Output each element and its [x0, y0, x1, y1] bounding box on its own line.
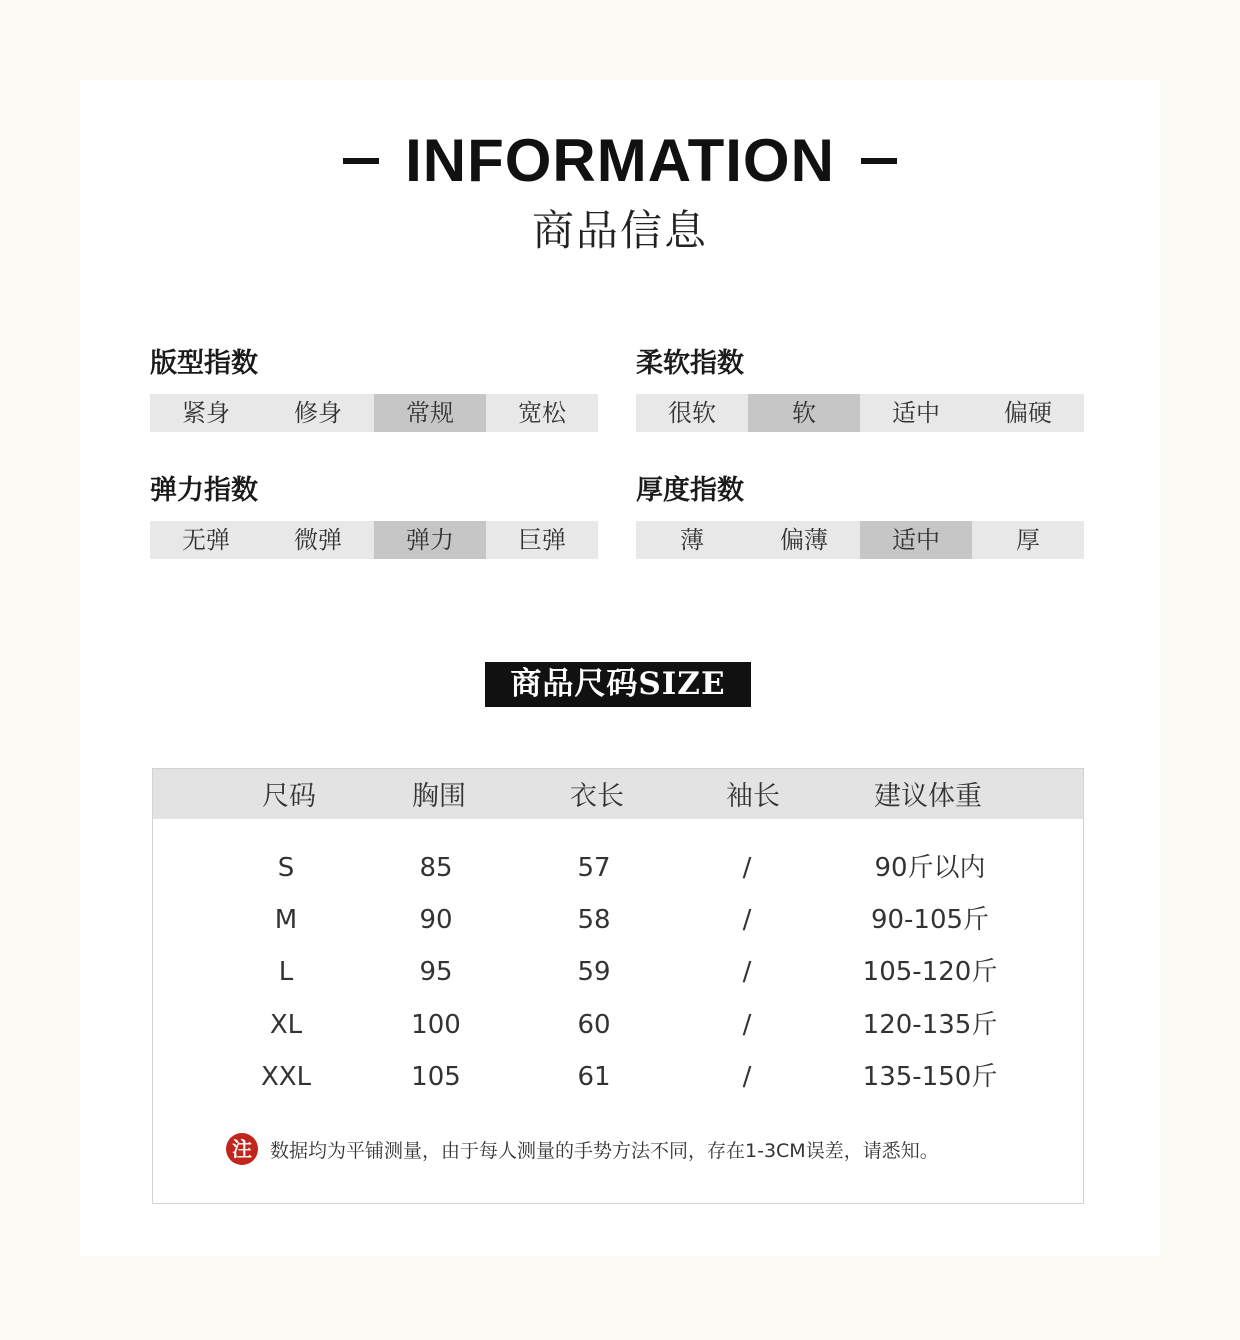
note-text: 数据均为平铺测量，由于每人测量的手势方法不同，存在1-3CM误差，请悉知。: [270, 1139, 939, 1162]
elasticity-option: 巨弹: [518, 526, 566, 554]
elasticity-option: 无弹: [182, 526, 230, 554]
elasticity-option: 微弹: [294, 526, 342, 554]
note-badge-icon: 注: [226, 1133, 258, 1165]
column-header-sleeve: 袖长: [726, 781, 780, 812]
softness-index-title: 柔软指数: [636, 348, 744, 379]
fit-option: 修身: [294, 399, 342, 427]
table-cell: 100: [411, 1010, 461, 1040]
table-cell: 95: [419, 957, 453, 987]
softness-option-selected: 软: [748, 394, 860, 432]
softness-option: 适中: [892, 399, 940, 427]
table-cell: 57: [577, 853, 611, 883]
column-header-length: 衣长: [570, 781, 624, 812]
table-cell: XXL: [260, 1062, 312, 1092]
fit-index-bar: [150, 394, 598, 432]
table-cell: L: [278, 957, 294, 987]
table-cell: /: [742, 1062, 752, 1092]
table-cell: 61: [577, 1062, 611, 1092]
table-cell: 90: [419, 905, 453, 935]
table-cell: 90斤以内: [874, 853, 986, 883]
elasticity-option-selected: 弹力: [374, 521, 486, 559]
fit-option: 宽松: [518, 399, 566, 427]
table-cell: /: [742, 905, 752, 935]
measurement-note: [226, 1132, 939, 1166]
thickness-option: 偏薄: [780, 526, 828, 554]
table-cell: S: [277, 853, 295, 883]
table-cell: 59: [577, 957, 611, 987]
thickness-index-title: 厚度指数: [636, 475, 744, 506]
elasticity-index-title: 弹力指数: [150, 475, 258, 506]
column-header-weight: 建议体重: [874, 781, 982, 812]
table-cell: 105-120斤: [862, 957, 998, 987]
table-cell: XL: [269, 1010, 303, 1040]
fit-index-title: 版型指数: [150, 348, 258, 379]
softness-index-bar: [636, 394, 1084, 432]
left-dash: [343, 158, 379, 164]
size-section-badge: 商品尺码SIZE: [485, 662, 751, 707]
info-subtitle: 商品信息: [531, 206, 708, 255]
table-cell: 120-135斤: [862, 1010, 998, 1040]
table-cell: 60: [577, 1010, 611, 1040]
table-cell: M: [274, 905, 298, 935]
info-heading: [0, 126, 1240, 196]
thickness-index-bar: [636, 521, 1084, 559]
info-heading-text: INFORMATION: [405, 127, 835, 194]
table-cell: /: [742, 957, 752, 987]
table-cell: /: [742, 853, 752, 883]
softness-option: 偏硬: [1004, 399, 1052, 427]
elasticity-index-bar: [150, 521, 598, 559]
column-header-size: 尺码: [262, 781, 316, 812]
table-cell: 135-150斤: [862, 1062, 998, 1092]
column-header-chest: 胸围: [412, 781, 466, 812]
table-cell: 90-105斤: [870, 905, 990, 935]
thickness-option-selected: 适中: [860, 521, 972, 559]
softness-option: 很软: [668, 399, 716, 427]
right-dash: [861, 158, 897, 164]
fit-option: 紧身: [182, 399, 230, 427]
table-cell: /: [742, 1010, 752, 1040]
table-cell: 58: [577, 905, 611, 935]
table-cell: 105: [411, 1062, 461, 1092]
size-table-header: [153, 769, 1083, 819]
table-cell: 85: [419, 853, 453, 883]
fit-option-selected: 常规: [374, 394, 486, 432]
thickness-option: 厚: [1016, 526, 1040, 554]
thickness-option: 薄: [680, 526, 704, 554]
